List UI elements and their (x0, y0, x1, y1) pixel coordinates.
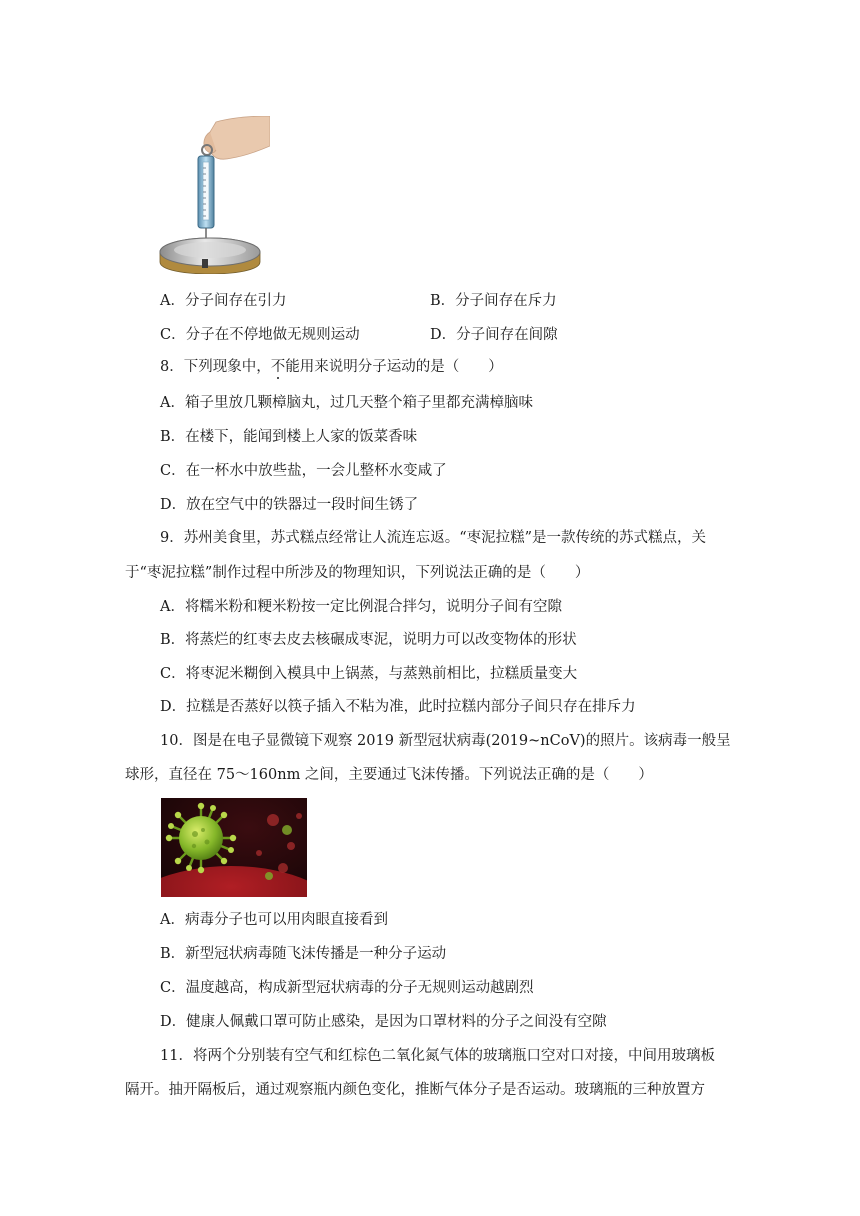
q8-option-c: C．在一杯水中放些盐，一会儿整杯水变咸了 (160, 463, 447, 479)
q9-stem-line-1: 9．苏州美食里，苏式糕点经常让人流连忘返。“枣泥拉糕”是一款传统的苏式糕点，关 (160, 530, 707, 546)
q7-option-a: A．分子间存在引力 (160, 293, 287, 309)
q10-option-c: C．温度越高，构成新型冠状病毒的分子无规则运动越剧烈 (160, 980, 534, 996)
spring-scale-figure (158, 116, 270, 274)
q10-option-a: A．病毒分子也可以用肉眼直接看到 (160, 912, 388, 928)
q9-option-c: C．将枣泥米糊倒入模具中上锅蒸，与蒸熟前相比，拉糕质量变大 (160, 666, 578, 682)
q8-option-d: D．放在空气中的铁器过一段时间生锈了 (160, 497, 419, 513)
q9-stem-line-2: 于“枣泥拉糕”制作过程中所涉及的物理知识，下列说法正确的是（ ） (125, 565, 590, 581)
q9-option-d: D．拉糕是否蒸好以筷子插入不粘为准，此时拉糕内部分子间只存在排斥力 (160, 699, 636, 715)
q8-option-b: B．在楼下，能闻到楼上人家的饭菜香味 (160, 429, 418, 445)
q11-stem-line-2: 隔开。抽开隔板后，通过观察瓶内颜色变化，推断气体分子是否运动。玻璃瓶的三种放置方 (125, 1082, 705, 1098)
q8-stem-after: 能用来说明分子运动的是（ ） (285, 359, 503, 375)
q9-option-b: B．将蒸烂的红枣去皮去核碾成枣泥，说明力可以改变物体的形状 (160, 632, 577, 648)
q11-stem-line-1: 11．将两个分别装有空气和红棕色二氧化氮气体的玻璃瓶口空对口对接，中间用玻璃板 (160, 1048, 715, 1064)
q10-stem-line-1: 10．图是在电子显微镜下观察 2019 新型冠状病毒(2019~nCoV)的照片。该病毒一般呈 (160, 733, 731, 749)
q7-option-c: C．分子在不停地做无规则运动 (160, 327, 360, 343)
q8-stem-emphasis: 不 (270, 359, 286, 375)
q10-option-b: B．新型冠状病毒随飞沫传播是一种分子运动 (160, 946, 447, 962)
q10-option-d: D．健康人佩戴口罩可防止感染，是因为口罩材料的分子之间没有空隙 (160, 1014, 607, 1030)
q7-option-d: D．分子间存在间隙 (430, 327, 558, 343)
coronavirus-figure (161, 798, 307, 897)
q10-stem-line-2: 球形，直径在 75～160nm 之间，主要通过飞沫传播。下列说法正确的是（ ） (125, 767, 653, 783)
q8-stem (160, 357, 503, 377)
q7-option-b: B．分子间存在斥力 (430, 293, 557, 309)
q8-stem-before: 8．下列现象中， (160, 359, 271, 375)
q8-option-a: A．箱子里放几颗樟脑丸，过几天整个箱子里都充满樟脑味 (160, 395, 533, 411)
q9-option-a: A．将糯米粉和粳米粉按一定比例混合拌匀，说明分子间有空隙 (160, 599, 562, 615)
